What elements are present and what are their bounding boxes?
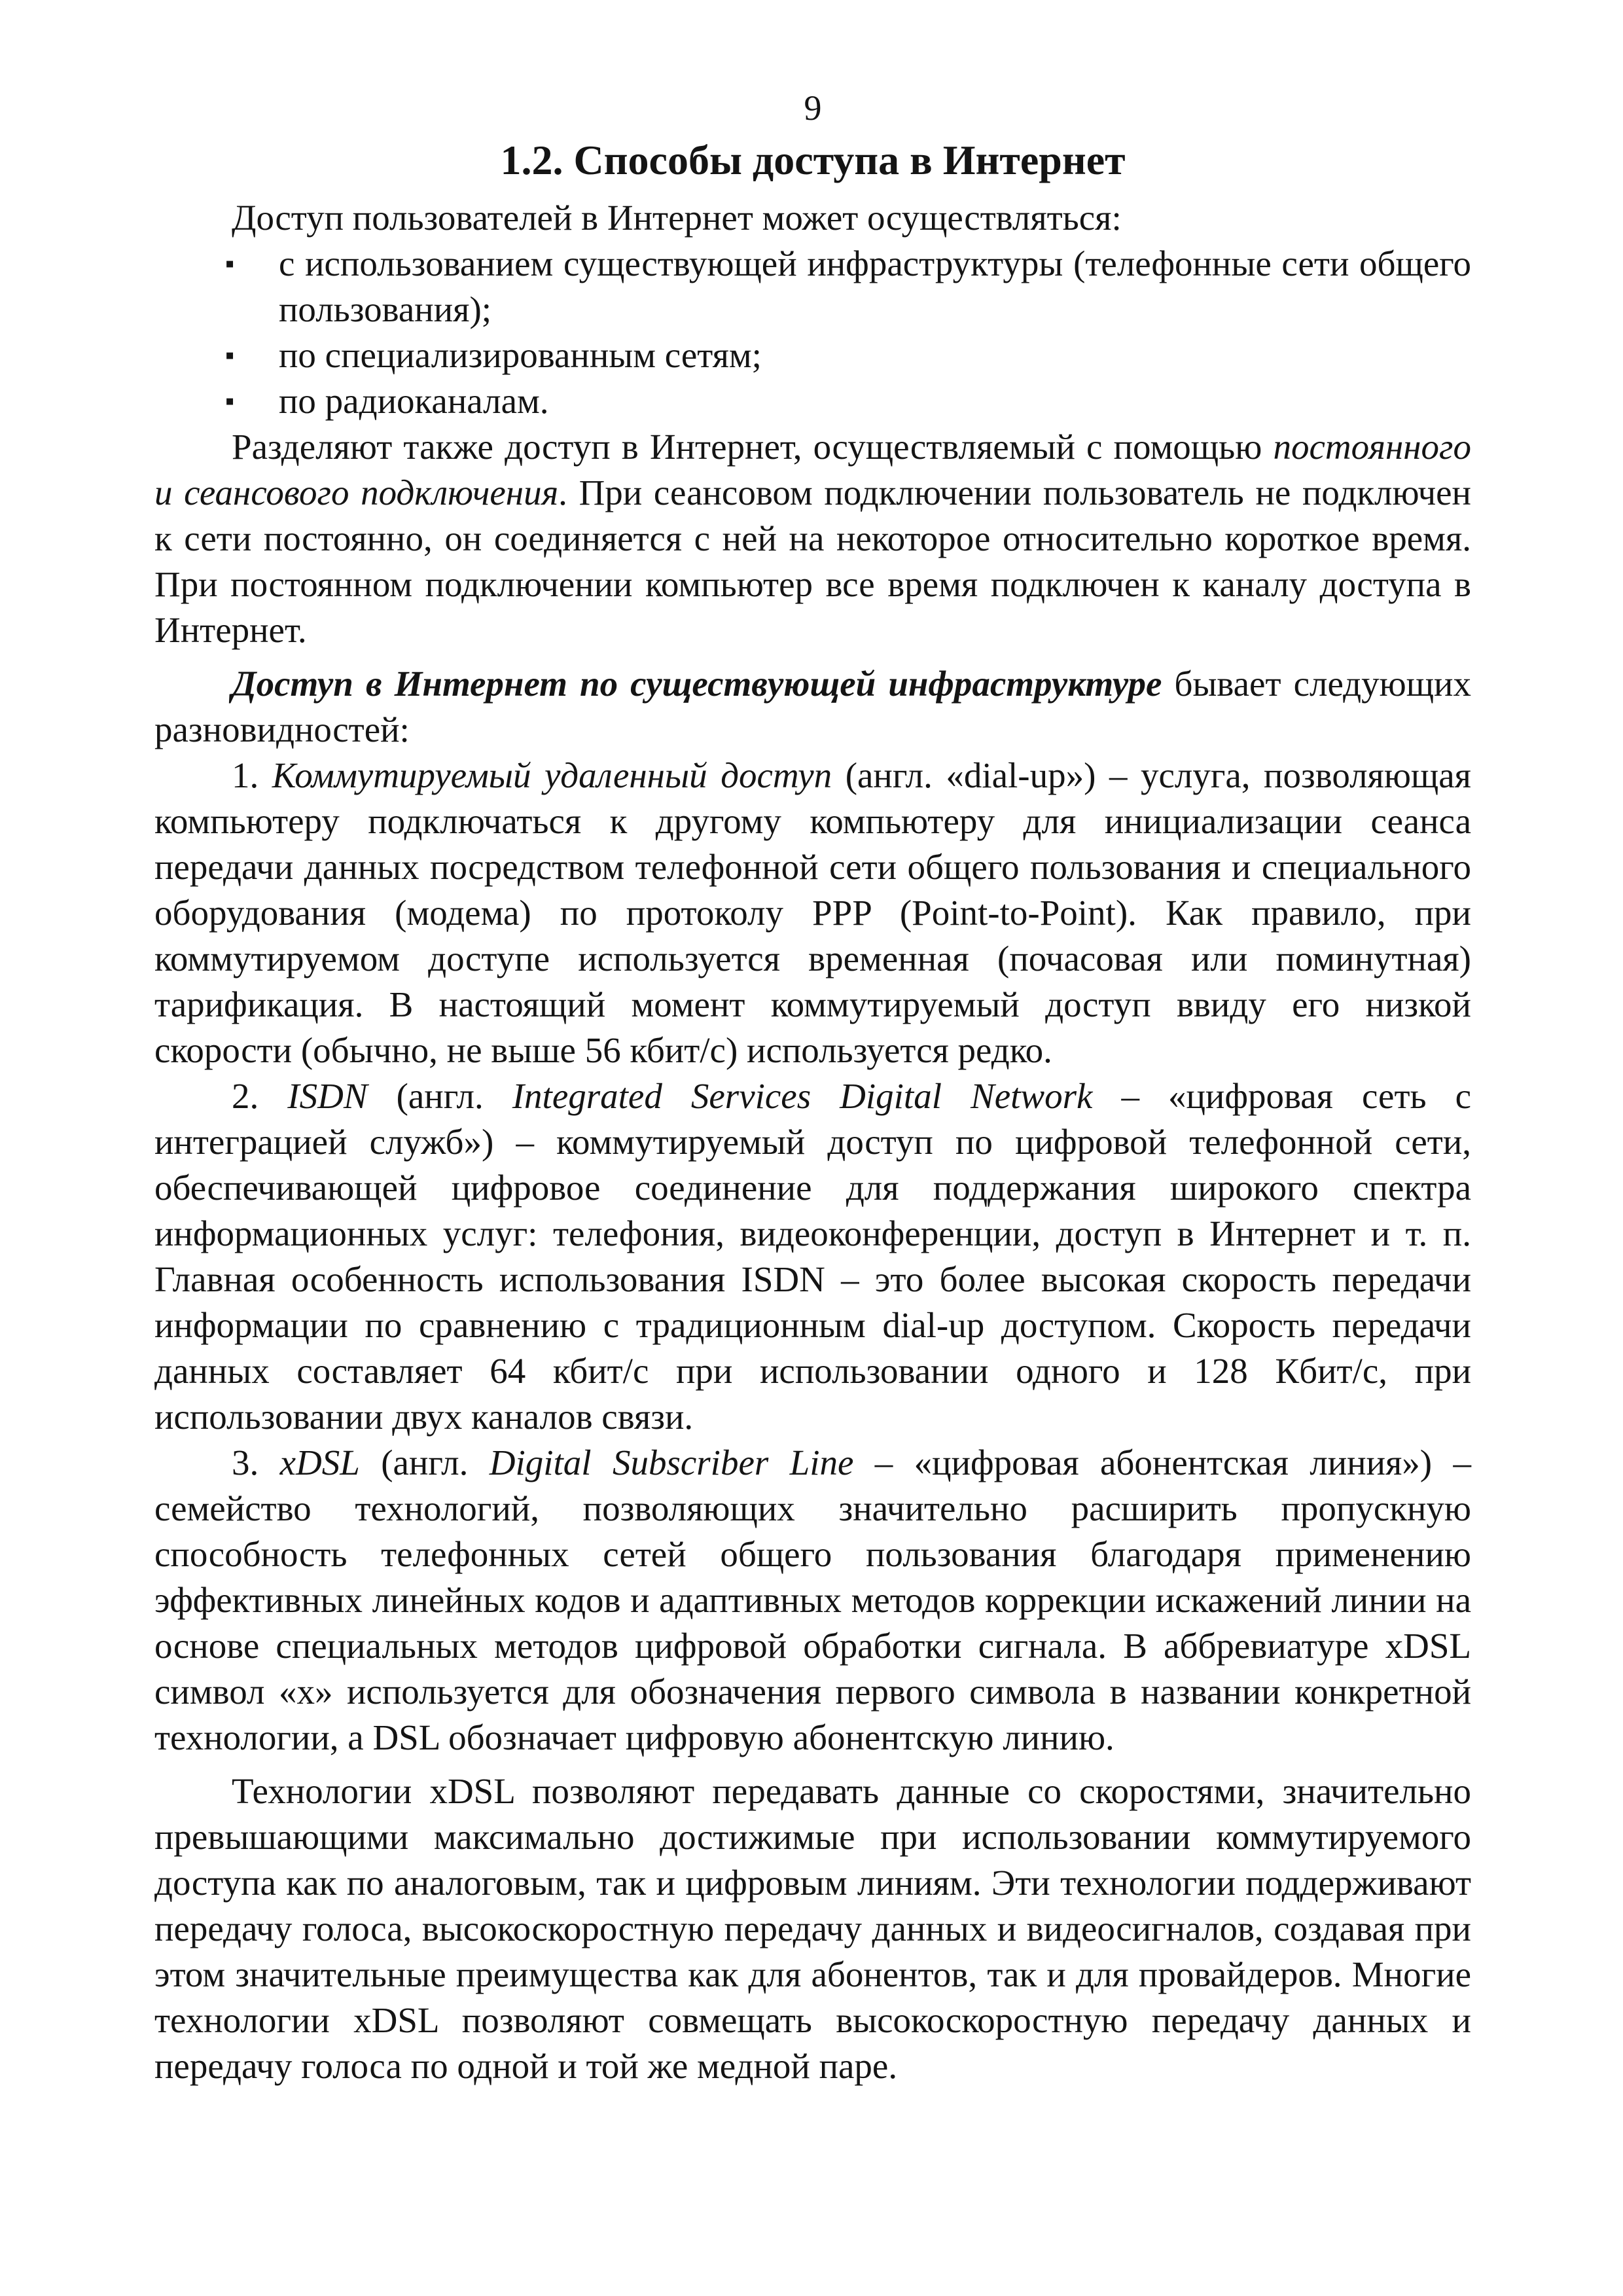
item-term: Коммутируемый удаленный доступ (272, 755, 832, 795)
page-number: 9 (804, 88, 822, 128)
infrastructure-text: бывает следующих разновидностей: (154, 664, 1471, 749)
item-text: – «цифровая абонентская линия») – семейство технологий, позволяющих значительно расширить пропускную способность телефонных сетей общего пользования благодаря применению эффективных линейных кодов и адаптивных методов коррекции искажений линии на основе специальных методов цифровой обработки сигнала. В аббревиатуре xDSL символ «х» используется для обозначения первого символа в названии конкретной технологии, а DSL обозначает цифровую абонентскую линию. (154, 1443, 1471, 1757)
bullet-list (154, 241, 1471, 424)
bullet-item (154, 332, 1471, 378)
bullet-text: с использованием существующей инфраструктуры (телефонные сети общего пользования); (279, 243, 1471, 329)
item-text: – «цифровая сеть с интеграцией служб») – коммутируемый доступ по цифровой телефонной сети, обеспечивающей цифровое соединение для поддержания широкого спектра информационных услуг: телефония, видеоконференции, доступ в Интернет и т. п. Главная особенность использования ISDN – это более высокая скорость передачи информации по сравнению с традиционным dial-up доступом. Скорость передачи данных составляет 64 кбит/с при использовании одного и 128 Кбит/с, при использовании двух каналов связи. (154, 1076, 1472, 1437)
item-number: 3. (232, 1443, 280, 1482)
bullet-marker-icon: ▪ (225, 340, 235, 370)
item-english-name: Digital Subscriber Line (489, 1443, 854, 1482)
bullet-marker-icon: ▪ (225, 386, 235, 416)
document-page (154, 85, 1471, 2089)
item-term: ISDN (287, 1076, 368, 1116)
intro-paragraph: Доступ пользователей в Интернет может осуществляться: (232, 198, 1122, 238)
bullet-marker-icon: ▪ (225, 249, 235, 278)
item-text: (англ. «dial-up») – услуга, позволяющая компьютеру подключаться к другому компьютеру для инициализации сеанса передачи данных посредством телефонной сети общего пользования и специального оборудования (модема) по протоколу PPP (Point-to-Point). Как правило, при коммутируемом доступе используется временная (почасовая или поминутная) тарификация. В настоящий момент коммутируемый доступ ввиду его низкой скорости (обычно, не выше 56 кбит/с) используется редко. (154, 755, 1471, 1070)
infrastructure-term: Доступ в Интернет по существующей инфраструктуре (232, 664, 1162, 704)
bullet-text: по специализированным сетям; (279, 335, 762, 375)
item-text-mid: (англ. (359, 1443, 490, 1482)
item-isdn (154, 1073, 1471, 1440)
infrastructure-paragraph (154, 661, 1471, 753)
session-term: постоянного и сеансового подключения (154, 427, 1471, 512)
bullet-text: по радиоканалам. (279, 381, 549, 421)
item-xdsl (154, 1440, 1471, 1761)
item-dialup (154, 753, 1471, 1073)
item-english-name: Integrated Services Digital Network (512, 1076, 1093, 1116)
bullet-item (154, 241, 1471, 332)
session-text-c: . При сеансовом подключении пользователь не подключен к сети постоянно, он соединяется с ней на некоторое относительно короткое время. При постоянном подключении компьютер все время подключен к каналу доступа в Интернет. (154, 473, 1471, 650)
section-heading: 1.2. Способы доступа в Интернет (500, 137, 1126, 183)
item-number: 2. (232, 1076, 288, 1116)
item-number: 1. (232, 755, 272, 795)
session-text-a: Разделяют также доступ в Интернет, осуществляемый с помощью (232, 427, 1274, 467)
final-paragraph: Технологии xDSL позволяют передавать данные со скоростями, значительно превышающими максимально достижимые при использовании коммутируемого доступа как по аналоговым, так и цифровым линиям. Эти технологии поддерживают передачу голоса, высокоскоростную передачу данных и видеосигналов, создавая при этом значительные преимущества как для абонентов, так и для провайдеров. Многие технологии xDSL позволяют совмещать высокоскоростную передачу данных и передачу голоса по одной и той же медной паре. (154, 1771, 1471, 2086)
item-term: xDSL (279, 1443, 360, 1482)
session-paragraph (154, 424, 1471, 653)
item-text-mid: (англ. (367, 1076, 512, 1116)
bullet-item (154, 378, 1471, 424)
